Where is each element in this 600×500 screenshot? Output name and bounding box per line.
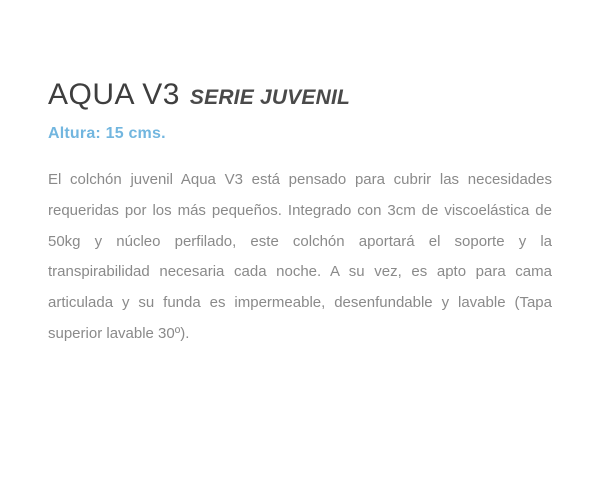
page-title: AQUA V3 <box>48 78 180 111</box>
product-description-text: El colchón juvenil Aqua V3 está pensado para cubrir las necesidades requeridas por los más pequeños. Integrado con 3cm de viscoelástica de 50kg y núcleo perfilado, este colchón aportará el soporte y la transpirabilidad necesaria cada noche. A su vez, es apto para cama articulada y su funda es impermeable, desenfundable y lavable (Tapa superior lavable 30º). <box>48 171 552 342</box>
product-height-label: Altura: 15 cms. <box>48 125 166 142</box>
product-heading <box>48 78 552 111</box>
product-series-label: SERIE JUVENIL <box>189 86 351 109</box>
